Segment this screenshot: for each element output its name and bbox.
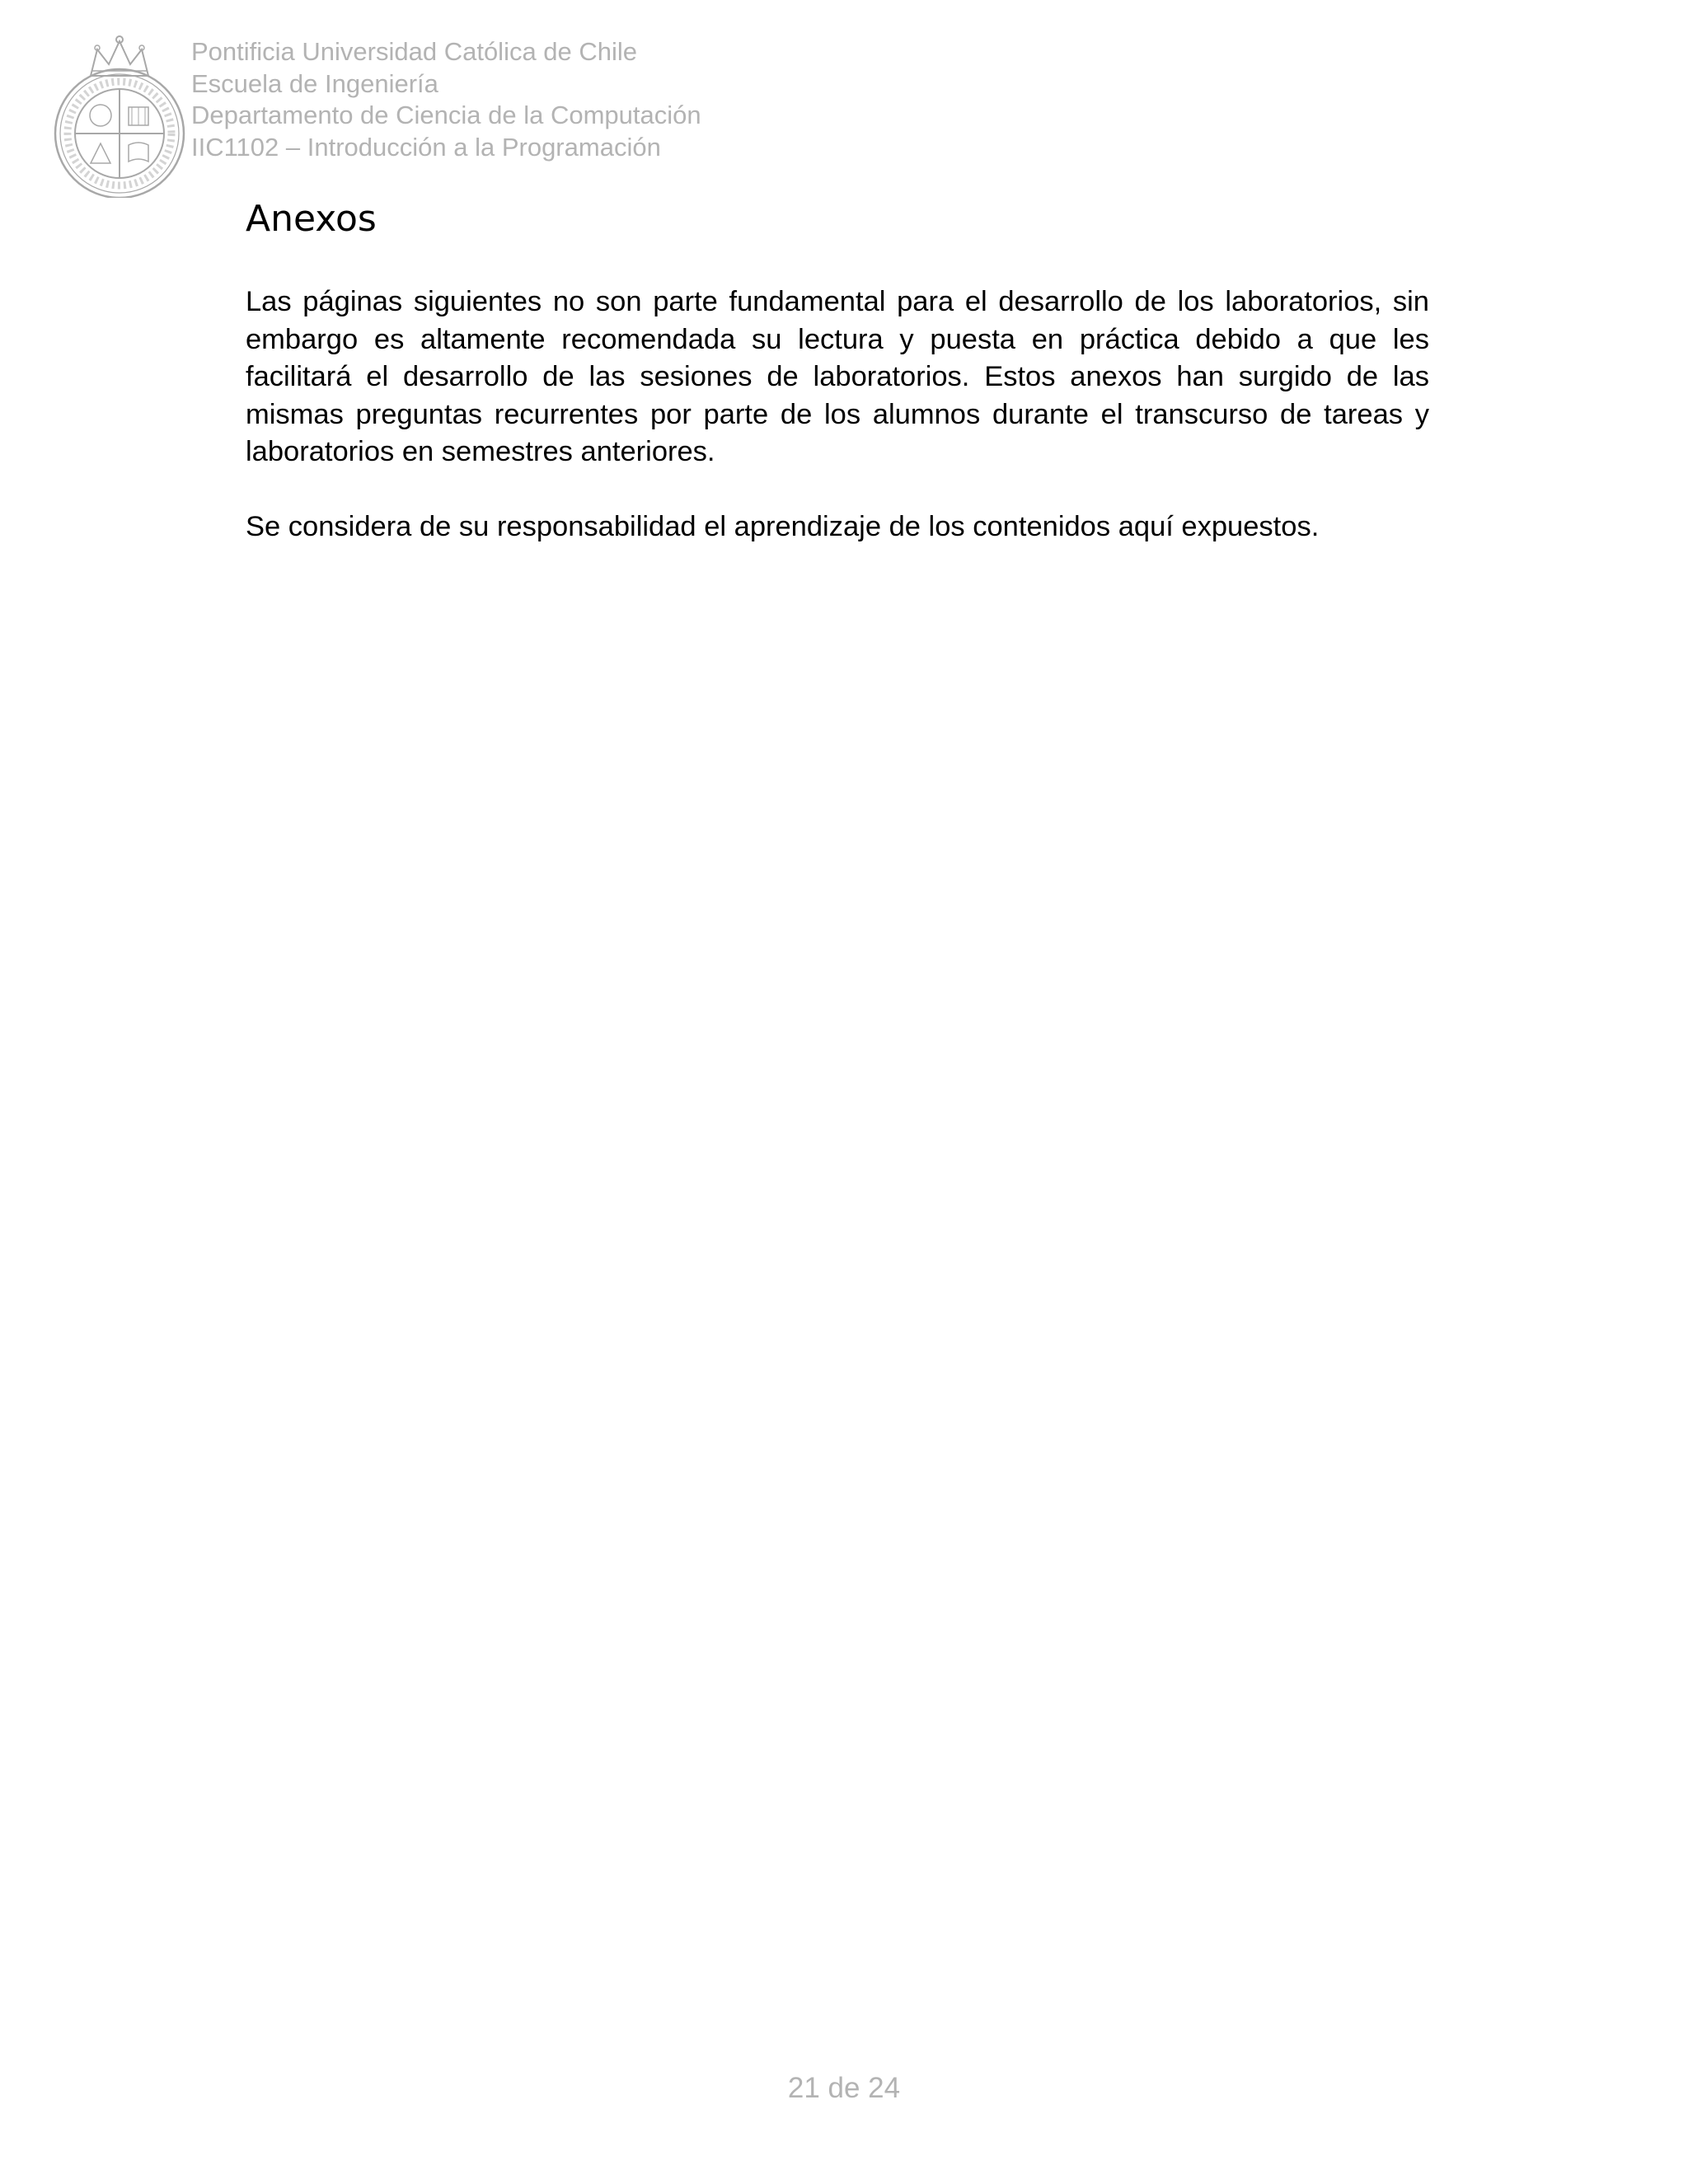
- institution-lines: [191, 36, 701, 163]
- page-header: [49, 25, 791, 198]
- page-content: [246, 194, 1429, 546]
- university-name: Pontificia Universidad Católica de Chile: [191, 37, 638, 66]
- department-name: Departamento de Ciencia de la Computación: [191, 101, 701, 129]
- course-name: IIC1102 – Introducción a la Programación: [191, 132, 661, 162]
- responsibility-paragraph: Se considera de su responsabilidad el aprendizaje de los contenidos aquí expuestos.: [246, 510, 1320, 542]
- school-name: Escuela de Ingeniería: [191, 68, 438, 98]
- university-seal-icon: [49, 25, 190, 198]
- page-number: 21 de 24: [787, 2072, 901, 2104]
- intro-paragraph: Las páginas siguientes no son parte fundamental para el desarrollo de los laboratorios, sin embargo es altamente recomendada su lectura y puesta en práctica debido a que les facilitará el desarrollo de las sesiones de laboratorios. Estos anexos han surgido de las mismas preguntas recurrentes por parte de los alumnos durante el transcurso de tareas y laboratorios en semestres anteriores.: [246, 286, 1429, 467]
- section-title: Anexos: [246, 198, 377, 240]
